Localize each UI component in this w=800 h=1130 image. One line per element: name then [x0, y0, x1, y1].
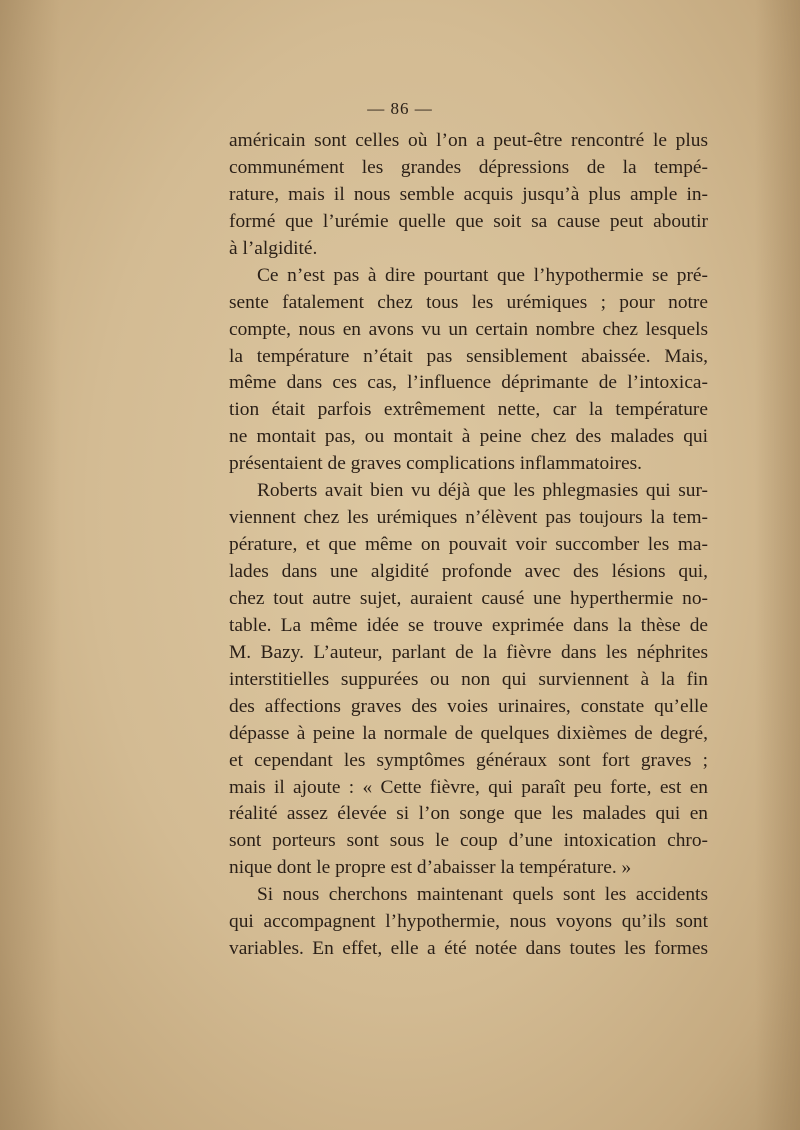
text-line: sont porteurs sont sous le coup d’une intoxication chro- — [229, 830, 708, 852]
text-line: qui accompagnent l’hypothermie, nous voyons qu’ils sont — [229, 911, 708, 933]
text-line: et cependant les symptômes généraux sont fort graves ; — [229, 749, 708, 771]
text-line: variables. En effet, elle a été notée dans toutes les formes — [229, 938, 708, 960]
text-line: dépasse à peine la normale de quelques dixièmes de degré, — [229, 722, 708, 744]
text-line: sente fatalement chez tous les urémiques ; pour notre — [229, 291, 708, 313]
text-line: viennent chez les urémiques n’élèvent pas toujours la tem- — [229, 507, 708, 529]
text-line: Si nous cherchons maintenant quels sont les accidents — [257, 884, 708, 906]
page-shadow-left — [0, 0, 60, 1130]
page-shadow-right — [755, 0, 800, 1130]
text-line: Roberts avait bien vu déjà que les phlegmasies qui sur- — [257, 480, 708, 502]
text-line: lades dans une algidité profonde avec des lésions qui, — [229, 561, 708, 582]
text-line: rature, mais il nous semble acquis jusqu’à plus ample in- — [229, 183, 708, 205]
text-line: réalité assez élevée si l’on songe que les malades qui en — [229, 803, 708, 825]
text-line: formé que l’urémie quelle que soit sa cause peut aboutir — [229, 210, 708, 232]
text-line: américain sont celles où l’on a peut-être rencontré le plus — [229, 130, 708, 151]
text-line: interstitielles suppurées ou non qui surviennent à la fin — [229, 668, 708, 690]
text-line: même dans ces cas, l’influence déprimante de l’intoxica- — [229, 372, 708, 394]
text-line: ne montait pas, ou montait à peine chez des malades qui — [229, 426, 708, 448]
text-line: compte, nous en avons vu un certain nombre chez lesquels — [229, 318, 708, 340]
text-line: mais il ajoute : « Cette fièvre, qui paraît peu forte, est en — [229, 776, 708, 798]
text-line: tion était parfois extrêmement nette, car la température — [229, 399, 708, 421]
body-text — [229, 128, 708, 963]
text-line: M. Bazy. L’auteur, parlant de la fièvre dans les néphrites — [229, 641, 708, 663]
text-line: chez tout autre sujet, auraient causé une hyperthermie no- — [229, 587, 708, 609]
text-line: présentaient de graves complications inflammatoires. — [229, 453, 642, 475]
page-number: — 86 — — [367, 99, 433, 118]
text-line: pérature, et que même on pouvait voir succomber les ma- — [229, 534, 708, 556]
text-line: des affections graves des voies urinaires, constate qu’elle — [229, 695, 708, 717]
text-line: nique dont le propre est d’abaisser la température. » — [229, 857, 632, 879]
text-line: à l’algidité. — [229, 237, 318, 259]
text-line: table. La même idée se trouve exprimée dans la thèse de — [229, 614, 708, 636]
text-line: Ce n’est pas à dire pourtant que l’hypothermie se pré- — [257, 264, 708, 286]
text-line: communément les grandes dépressions de la tempé- — [229, 156, 708, 178]
text-line: la température n’était pas sensiblement abaissée. Mais, — [229, 345, 708, 367]
